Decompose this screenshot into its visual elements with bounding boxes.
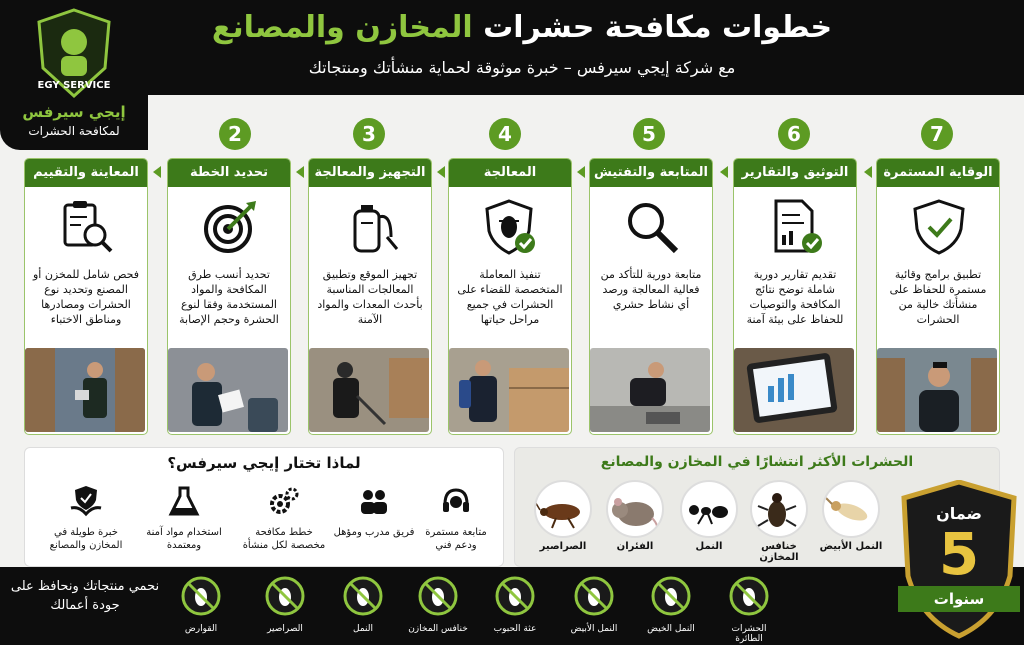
step-title: المعالجة المتخصصة — [449, 159, 571, 187]
shield-check-icon — [909, 197, 969, 257]
flask-icon — [167, 484, 201, 518]
step-number-6: 6 — [778, 118, 810, 150]
step-arrow — [720, 166, 728, 178]
why-item: استخدام مواد آمنة ومعتمدة — [141, 484, 227, 552]
brand-tagline: لمكافحة الحشرات — [28, 124, 120, 138]
step-arrow — [437, 166, 445, 178]
sprayer-icon — [341, 197, 401, 257]
step-title: المتابعة والتفتيش — [590, 159, 712, 187]
step-title: تحديد الخطة — [168, 159, 290, 187]
spraying-photo — [309, 348, 429, 432]
insect-item-beetle: خنافس المخازن — [747, 480, 811, 563]
no-pest-icon — [650, 575, 692, 617]
step-title: التوثيق والتقارير — [734, 159, 856, 187]
no-pest-icon — [494, 575, 536, 617]
step-text: تطبيق برامج وقائية مستمرة للحفاظ على منشأتك خالية من الحشرات — [889, 268, 987, 326]
planning-photo — [168, 348, 288, 432]
prohibited-pest-item: الصراصير — [254, 575, 316, 634]
step-arrow — [296, 166, 304, 178]
ant-icon — [680, 482, 736, 538]
gears-icon — [267, 484, 301, 518]
step-card-3 — [308, 158, 432, 435]
step-number-3: 3 — [353, 118, 385, 150]
insects-title: الحشرات الأكثر انتشارًا في المخازن والمصانع — [600, 454, 914, 470]
team-icon — [357, 484, 391, 518]
step-card-6 — [733, 158, 857, 435]
mouse-icon — [606, 482, 662, 538]
insect-item-mouse: الفئران — [603, 480, 667, 552]
technician-photo — [877, 348, 997, 432]
target-icon — [200, 197, 260, 257]
step-title: الوقاية المستمرة — [877, 159, 999, 187]
step-arrow — [153, 166, 161, 178]
step-card-1 — [24, 158, 148, 435]
step-title: التجهيز والمعالجة — [309, 159, 431, 187]
why-item: خطط مكافحة مخصصة لكل منشأة — [241, 484, 327, 552]
hands-shield-icon — [69, 484, 103, 518]
no-pest-icon — [417, 575, 459, 617]
step-text: تجهيز الموقع وتطبيق المعالجات المناسبة بأحدث المعدات والمواد الآمنة — [317, 268, 423, 326]
guarantee-badge: ضمان 5 سنوات — [898, 480, 1020, 640]
page-title: خطوات مكافحة حشرات المخازن والمصانع — [211, 10, 833, 45]
shield-logo-icon — [35, 8, 113, 100]
headset-icon — [439, 484, 473, 518]
step-title: المعاينة والتقييم — [25, 159, 147, 187]
bottom-tagline: نحمي منتجاتك ونحافظ على جودة أعمالك — [10, 579, 160, 613]
step-number-4: 4 — [489, 118, 521, 150]
step-text: تقديم تقارير دورية شاملة توضح نتائج المكافحة والتوصيات للحفاظ على بيئة آمنة — [746, 268, 844, 326]
no-pest-icon — [264, 575, 306, 617]
why-choose-us-panel — [24, 447, 504, 567]
no-pest-icon — [573, 575, 615, 617]
prohibited-pest-item: خنافس المخازن — [407, 575, 469, 634]
no-pest-icon — [342, 575, 384, 617]
insect-item-ant: النمل — [677, 480, 741, 552]
report-icon — [766, 197, 826, 257]
beetle-icon — [750, 482, 806, 538]
step-card-2 — [167, 158, 291, 435]
svg-text:EGY SERVICE: EGY SERVICE — [37, 80, 111, 91]
why-item: فريق مدرب ومؤهل — [331, 484, 417, 539]
no-pest-icon — [180, 575, 222, 617]
insect-item-cockroach: الصراصير — [531, 480, 595, 552]
step-arrow — [864, 166, 872, 178]
prohibited-pest-item: القوارض — [170, 575, 232, 634]
step-arrow — [577, 166, 585, 178]
bug-shield-icon — [481, 197, 541, 257]
prohibited-pest-item: الحشرات الطائرة — [718, 575, 780, 644]
termite-icon — [822, 482, 878, 538]
header-bar — [0, 0, 1024, 95]
step-number-5: 5 — [633, 118, 665, 150]
step-card-5 — [589, 158, 713, 435]
report-tablet-photo — [734, 348, 854, 432]
magnifier-icon — [622, 197, 682, 257]
why-item: متابعة مستمرة ودعم فني — [413, 484, 499, 552]
why-title: لماذا تختار إيجي سيرفس؟ — [167, 454, 361, 472]
inspection-photo — [590, 348, 710, 432]
step-card-7 — [876, 158, 1000, 435]
cockroach-icon — [534, 482, 590, 538]
step-text: تنفيذ المعاملة المتخصصة للقضاء على الحشرات في جميع مراحل حياتها — [457, 268, 563, 326]
prohibited-pest-item: عثة الحبوب — [484, 575, 546, 634]
brand-name: إيجي سيرفس — [22, 103, 126, 121]
step-number-7: 7 — [921, 118, 953, 150]
step-text: تحديد أنسب طرق المكافحة والمواد المستخدمة وفقا لنوع الحشرة وحجم الإصابة — [179, 268, 279, 326]
prohibited-pest-item: النمل — [332, 575, 394, 634]
step-text: متابعة دورية للتأكد من فعالية المعالجة ورصد أي نشاط حشري — [600, 268, 702, 311]
step-text: فحص شامل للمخزن أو المصنع وتحديد نوع الحشرات ومصادرها ومناطق الاختباء — [32, 268, 140, 326]
insect-item-termite: النمل الأبيض — [819, 480, 883, 552]
page-subtitle: مع شركة إيجي سيرفس – خبرة موثوقة لحماية منشأتك ومنتجاتك — [308, 58, 736, 77]
step-card-4 — [448, 158, 572, 435]
step-number-2: 2 — [219, 118, 251, 150]
treatment-photo — [449, 348, 569, 432]
no-pest-icon — [728, 575, 770, 617]
clipboard-search-icon — [57, 197, 117, 257]
warehouse-inspection-photo — [25, 348, 145, 432]
prohibited-pest-item: النمل الخيض — [640, 575, 702, 634]
brand-logo — [0, 0, 148, 150]
prohibited-pest-item: النمل الأبيض — [563, 575, 625, 634]
why-item: خبرة طويلة في المخازن والمصانع — [43, 484, 129, 552]
